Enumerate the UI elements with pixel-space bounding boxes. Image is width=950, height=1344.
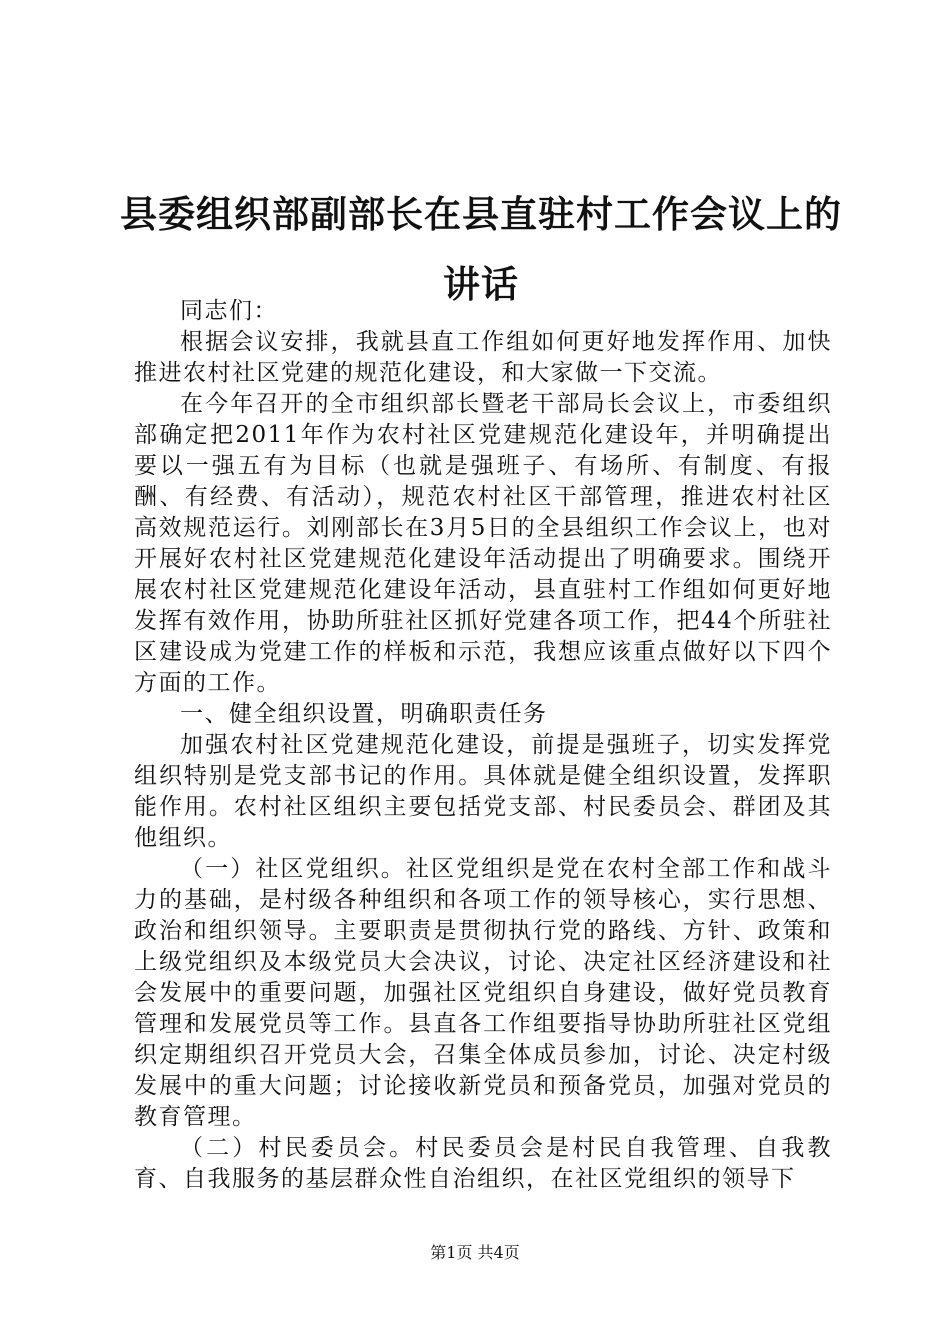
page-footer: 第1页 共4页 (430, 1243, 520, 1262)
document-title: 县委组织部副部长在县直驻村工作会议上的讲话 (120, 193, 842, 306)
intro-paragraph: 根据会议安排，我就县直工作组如何更好地发挥作用、加快推进农村社区党建的规范化建设，和大家做一下交流。 (134, 329, 832, 386)
background-paragraph: 在今年召开的全市组织部长暨老干部局长会议上，市委组织部确定把2011年作为农村社区党建规范化建设年，并明确提出要以一强五有为目标（也就是强班子、有场所、有制度、有报酬、有经费、有活动），规范农村社区干部管理，推进农村社区高效规范运行。刘刚部长在3月5日的全县组织工作会议上，也对开展好农村社区党建规范化建设年活动提出了明确要求。围绕开展农村社区党建规范化建设年活动，县直驻村工作组如何更好地发挥有效作用，协助所驻社区抓好党建各项工作，把44个所驻社区建设成为党建工作的样板和示范，我想应该重点做好以下四个方面的工作。 (134, 391, 832, 696)
subsection-1-paragraph: （一）社区党组织。社区党组织是党在农村全部工作和战斗力的基础，是村级各种组织和各项工作的领导核心，实行思想、政治和组织领导。主要职责是贯彻执行党的路线、方针、政策和上级党组织及本级党员大会决议，讨论、决定社区经济建设和社会发展中的重要问题，加强社区党组织自身建设，做好党员教育管理和发展党员等工作。县直各工作组要指导协助所驻社区党组织定期组织召开党员大会，召集全体成员参加，讨论、决定村级发展中的重大问题；讨论接收新党员和预备党员，加强对党员的教育管理。 (134, 856, 832, 1130)
section-1-paragraph: 加强农村社区党建规范化建设，前提是强班子，切实发挥党组织特别是党支部书记的作用。具体就是健全组织设置，发挥职能作用。农村社区组织主要包括党支部、村民委员会、群团及其他组织。 (134, 732, 832, 851)
subsection-2-paragraph: （二）村民委员会。村民委员会是村民自我管理、自我教育、自我服务的基层群众性自治组织，在社区党组织的领导下 (134, 1135, 832, 1192)
section-heading-1: 一、健全组织设置，明确职责任务 (180, 701, 548, 727)
salutation-paragraph: 同志们： (180, 298, 278, 324)
document-body (134, 296, 832, 1195)
